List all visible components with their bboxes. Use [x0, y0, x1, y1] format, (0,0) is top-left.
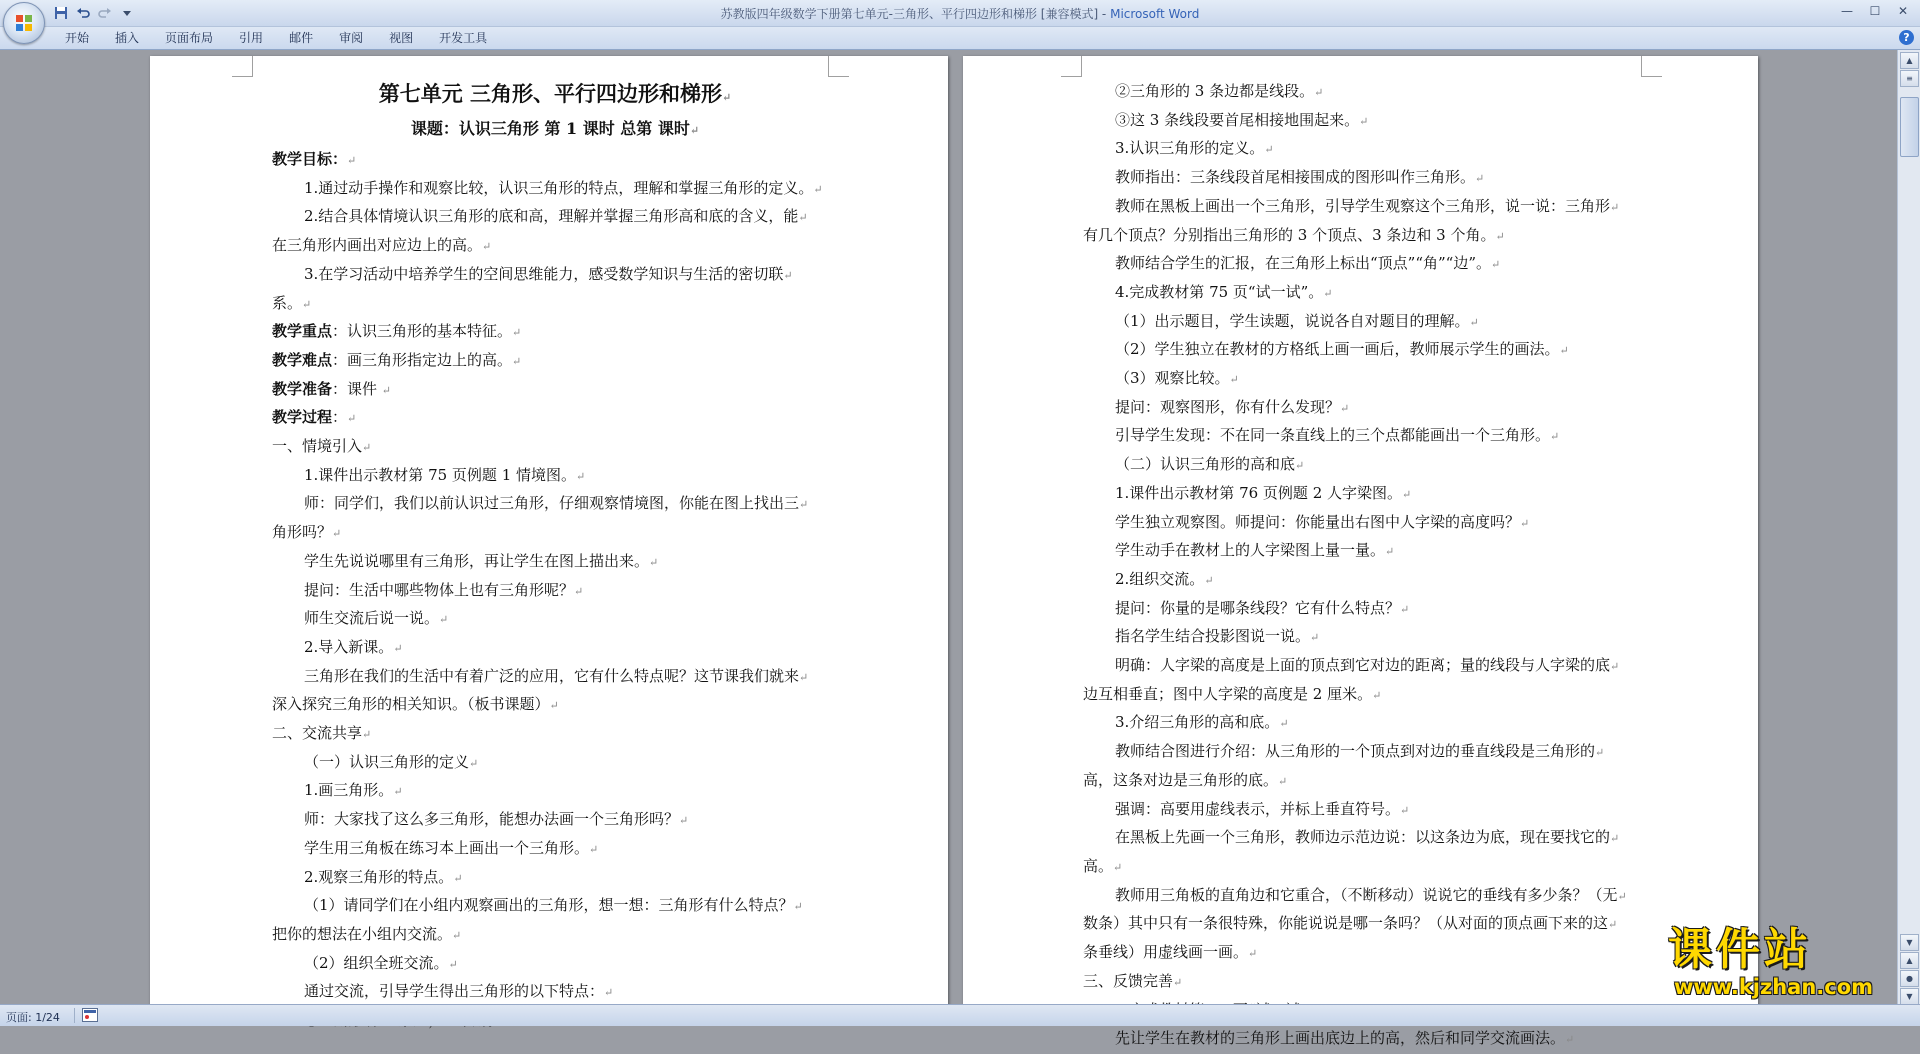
paragraph-line [272, 777, 828, 806]
paragraph-mark: ↵ [679, 814, 689, 828]
paragraph-mark: ↵ [1310, 631, 1320, 645]
help-icon[interactable]: ? [1899, 30, 1914, 45]
line-text: 教师在黑板上画出一个三角形，引导学生观察这个三角形，说一说：三角形 [1115, 196, 1611, 215]
line-text: （1）出示题目，学生读题，说说各自对题目的理解。 [1115, 311, 1470, 330]
document-heading: 第七单元 三角形、平行四边形和梯形↵ [378, 81, 732, 106]
bold-label: 教学过程 [272, 408, 333, 427]
line-text: 3.认识三角形的定义。 [1115, 139, 1265, 158]
paragraph-line [272, 318, 828, 347]
paragraph-line [1083, 451, 1639, 480]
paragraph-line [1083, 365, 1639, 394]
line-text: 1.课件出示教材第 75 页例题 1 情境图。 [304, 465, 577, 484]
paragraph-mark: ↵ [439, 613, 449, 627]
line-text: 1.课件出示教材第 76 页例题 2 人字梁图。 [1115, 483, 1403, 502]
title-bar [0, 0, 1920, 27]
paragraph-mark: ↵ [1402, 487, 1412, 501]
line-text: 2.组织交流。 [1115, 569, 1205, 588]
line-text: 学生动手在教材上的人字梁图上量一量。 [1115, 541, 1386, 560]
paragraph-mark: ↵ [1617, 889, 1627, 903]
paragraph-line [1083, 480, 1639, 509]
line-text: 2.结合具体情境认识三角形的底和高，理解并掌握三角形高和底的含义，能 [304, 207, 799, 226]
line-text: 明确：人字梁的高度是上面的顶点到它对边的距离；量的线段与人字梁的底 [1115, 656, 1611, 675]
line-text: 2.观察三角形的特点。 [304, 867, 454, 886]
document-page-2[interactable] [963, 56, 1758, 1048]
paragraph-mark: ↵ [347, 154, 357, 167]
window-title: 苏教版四年级数学下册第七单元-三角形、平行四边形和梯形 [兼容模式] - Microsoft Word [720, 7, 1200, 21]
line-text: 师生交流后说一说。 [304, 609, 440, 628]
paragraph-mark: ↵ [452, 928, 462, 942]
line-text: 3.在学习活动中培养学生的空间思维能力，感受数学知识与生活的密切联 [304, 264, 784, 283]
scroll-up-icon[interactable]: ▲ [1900, 52, 1919, 69]
paragraph-line [272, 892, 828, 921]
paragraph-line [272, 490, 828, 519]
paragraph-mark: ↵ [604, 986, 614, 1000]
paragraph-mark: ↵ [1264, 143, 1274, 157]
paragraph-mark: ↵ [1314, 86, 1324, 99]
watermark-url: www.kjzhan.com [1674, 975, 1874, 999]
next-page-icon[interactable]: ▼ [1900, 988, 1919, 1005]
paragraph-line [272, 261, 828, 290]
paragraph-line [272, 950, 828, 979]
line-text: 引导学生发现：不在同一条直线上的三个点都能画出一个三角形。 [1115, 426, 1551, 445]
paragraph-line [272, 605, 828, 634]
paragraph-mark: ↵ [1610, 200, 1620, 214]
paragraph-mark: ↵ [302, 297, 312, 311]
paragraph-mark: ↵ [1495, 229, 1505, 243]
paragraph-line [272, 691, 828, 720]
paragraph-line [1083, 135, 1639, 164]
line-text: 条垂线）用虚线画一画。 [1083, 943, 1249, 962]
paragraph-mark: ↵ [362, 728, 372, 742]
paragraph-mark: ↵ [1248, 947, 1258, 961]
paragraph-mark: ↵ [1400, 602, 1410, 616]
paragraph-line [272, 864, 828, 893]
paragraph-line [272, 347, 828, 376]
paragraph-mark: ↵ [1295, 459, 1305, 473]
paragraph-line [1083, 394, 1639, 423]
crop-mark [232, 56, 253, 77]
paragraph-line [1083, 623, 1639, 652]
paragraph-line [1083, 652, 1639, 681]
paragraph-mark: ↵ [453, 871, 463, 885]
paragraph-line [1083, 250, 1639, 279]
line-text: 三、反馈完善 [1083, 971, 1174, 990]
app-name: Microsoft Word [1110, 7, 1200, 21]
paragraph-mark: ↵ [1323, 286, 1333, 300]
ruler-toggle-icon[interactable]: ≡ [1900, 70, 1919, 87]
bold-label: 教学目标： [272, 150, 348, 168]
tab-home[interactable]: 开始 [65, 31, 90, 45]
paragraph-line [272, 577, 828, 606]
paragraph-line [272, 203, 828, 232]
paragraph-line [272, 921, 828, 950]
line-text: 通过交流，引导学生得出三角形的以下特点： [304, 982, 605, 1001]
paragraph-line [272, 978, 828, 1007]
line-text: 教师用三角板的直角边和它重合，（不断移动）说说它的垂线有多少条？（无 [1115, 885, 1618, 904]
line-text: 教师结合学生的汇报，在三角形上标出“顶点”“角”“边”。 [1115, 254, 1492, 273]
status-divider [74, 1008, 75, 1023]
line-text: （1）请同学们在小组内观察画出的三角形，想一想：三角形有什么特点？ [304, 896, 794, 915]
paragraph-mark: ↵ [549, 699, 559, 713]
paragraph-line [272, 232, 828, 261]
paragraph-line [272, 835, 828, 864]
line-text: 学生先说说哪里有三角形，再让学生在图上描出来。 [304, 551, 650, 570]
crop-mark [1641, 56, 1662, 77]
close-button[interactable]: ✕ [1897, 4, 1909, 18]
window-controls [1834, 2, 1916, 20]
paragraph-line [1083, 939, 1639, 968]
paragraph-mark: ↵ [1608, 918, 1618, 932]
ribbon-tabs [0, 27, 1920, 50]
paragraph-mark: ↵ [1491, 258, 1501, 272]
paragraph-mark: ↵ [393, 641, 403, 655]
paragraph-line [272, 548, 828, 577]
paragraph-mark: ↵ [1372, 688, 1382, 702]
line-text: 有几个顶点？分别指出三角形的 3 个顶点、3 条边和 3 个角。 [1083, 225, 1496, 244]
paragraph-line [272, 404, 828, 433]
paragraph-mark: ↵ [1278, 774, 1288, 788]
paragraph-line [272, 433, 828, 462]
watermark-title: 课件站 [1668, 924, 1812, 975]
paragraph-mark: ↵ [574, 584, 584, 598]
line-text: （2）组织全班交流。 [304, 953, 449, 972]
paragraph-mark: ↵ [783, 268, 793, 282]
paragraph-mark: ↵ [393, 785, 403, 799]
line-text: ②三角形的 3 条边都是线段。 [1115, 82, 1315, 100]
paragraph-line [1083, 882, 1639, 911]
paragraph-mark: ↵ [576, 469, 586, 483]
paragraph-line [1083, 566, 1639, 595]
crop-mark [828, 56, 849, 77]
page-2-text [1083, 78, 1639, 1054]
line-text: ：课件 [332, 379, 382, 398]
tab-page-layout[interactable]: 页面布局 [165, 31, 214, 45]
line-text: 师：同学们，我们以前认识过三角形，仔细观察情境图，你能在图上找出三 [304, 494, 800, 513]
paragraph-line [272, 175, 828, 204]
paragraph-mark: ↵ [332, 527, 342, 541]
paragraph-line [1083, 193, 1639, 222]
tab-references[interactable]: 引用 [239, 31, 264, 45]
line-text: ③这 3 条线段要首尾相接地围起来。 [1115, 110, 1360, 129]
paragraph-mark: ↵ [1113, 860, 1123, 874]
line-text: 提问：生活中哪些物体上也有三角形呢？ [304, 580, 575, 599]
vertical-scrollbar[interactable] [1897, 50, 1920, 1004]
macro-record-icon[interactable] [82, 1008, 98, 1022]
paragraph-mark: ↵ [1520, 516, 1530, 530]
paragraph-mark: ↵ [649, 555, 659, 569]
line-text: ：画三角形指定边上的高。 [332, 350, 513, 369]
paragraph-mark: ↵ [1550, 430, 1560, 444]
paragraph-mark: ↵ [1173, 975, 1183, 989]
paragraph-line [1083, 78, 1639, 107]
line-text: 高。 [1083, 856, 1114, 875]
paragraph-mark: ↵ [1610, 832, 1620, 846]
lesson-subheading: 课题：认识三角形 第 1 课时 总第 课时↵ [410, 119, 700, 138]
select-browse-object-icon[interactable]: ● [1900, 970, 1919, 987]
paragraph-line [1083, 681, 1639, 710]
paragraph-mark: ↵ [1385, 545, 1395, 559]
line-text: 二、交流共享 [272, 724, 363, 743]
paragraph-line [1083, 796, 1639, 825]
paragraph-mark: ↵ [347, 412, 357, 426]
office-button[interactable] [3, 2, 45, 44]
line-text: ：认识三角形的基本特征。 [332, 322, 513, 341]
line-text: （2）学生独立在教材的方格纸上画一画后，教师展示学生的画法。 [1115, 340, 1560, 359]
paragraph-mark: ↵ [1559, 344, 1569, 358]
paragraph-line [272, 749, 828, 778]
paragraph-mark: ↵ [798, 211, 808, 225]
paragraph-line [1083, 910, 1639, 939]
line-text: 1.画三角形。 [304, 781, 394, 800]
line-text: 师：大家找了这么多三角形，能想办法画一个三角形吗？ [304, 810, 680, 829]
maximize-button[interactable]: ☐ [1869, 4, 1881, 18]
tab-developer[interactable]: 开发工具 [439, 31, 488, 45]
paragraph-mark: ↵ [1565, 1033, 1575, 1047]
paragraph-line [1083, 509, 1639, 538]
tab-mailings[interactable]: 邮件 [289, 31, 314, 45]
scroll-down-icon[interactable]: ▼ [1900, 934, 1919, 951]
paragraph-mark: ↵ [589, 842, 599, 856]
paragraph-line [272, 634, 828, 663]
line-text: 边互相垂直；图中人字梁的高度是 2 厘米。 [1083, 684, 1373, 703]
line-text: 角形吗？ [272, 523, 333, 542]
line-text: 数条）其中只有一条很特殊，你能说说是哪一条吗？（从对面的顶点画下来的这 [1083, 914, 1609, 933]
previous-page-icon[interactable]: ▲ [1900, 952, 1919, 969]
document-page-1[interactable] [150, 56, 948, 1016]
line-text: 高，这条对边是三角形的底。 [1083, 770, 1279, 789]
paragraph-line [1083, 164, 1639, 193]
paragraph-mark: ↵ [813, 182, 823, 196]
paragraph-line [272, 376, 828, 405]
paragraph-line [1083, 279, 1639, 308]
line-text: 系。 [272, 293, 303, 312]
bold-label: 教学重点 [272, 322, 333, 341]
line-text: 提问：你量的是哪条线段？它有什么特点？ [1115, 598, 1401, 617]
paragraph-mark: ↵ [1204, 573, 1214, 587]
paragraph-mark: ↵ [512, 326, 522, 340]
line-text: 学生独立观察图。师提问：你能量出右图中人字梁的高度吗？ [1115, 512, 1521, 531]
paragraph-mark: ↵ [1229, 373, 1239, 387]
paragraph-mark: ↵ [1469, 315, 1479, 329]
line-text: 三角形在我们的生活中有着广泛的应用，它有什么特点呢？这节课我们就来 [304, 666, 800, 685]
paragraph-line [1083, 709, 1639, 738]
paragraph-line [1083, 824, 1639, 853]
line-text: 2.导入新课。 [304, 637, 394, 656]
paragraph-line [1083, 968, 1639, 997]
paragraph-line [272, 519, 828, 548]
line-text: （一）认识三角形的定义 [304, 752, 470, 771]
tab-view[interactable]: 视图 [389, 31, 414, 45]
tab-review[interactable]: 审阅 [339, 31, 364, 45]
page-indicator[interactable]: 页面: 1/24 [6, 1011, 60, 1024]
crop-mark [1061, 56, 1082, 77]
line-text: 把你的想法在小组内交流。 [272, 924, 453, 943]
bold-label: 教学难点 [272, 350, 333, 369]
line-text: 在三角形内画出对应边上的高。 [272, 236, 483, 255]
status-bar [0, 1004, 1920, 1026]
paragraph-line [272, 806, 828, 835]
paragraph-line [1083, 1025, 1639, 1054]
line-text: 先让学生在教材的三角形上画出底边上的高，然后和同学交流画法。 [1115, 1029, 1566, 1048]
minimize-button[interactable]: — [1841, 4, 1853, 18]
paragraph-mark: ↵ [1595, 746, 1605, 760]
page-1-text [272, 78, 828, 1036]
line-text: （3）观察比较。 [1115, 369, 1230, 388]
paragraph-line [1083, 107, 1639, 136]
line-text: （二）认识三角形的高和底 [1115, 455, 1296, 474]
line-text: 1.通过动手操作和观察比较，认识三角形的特点，理解和掌握三角形的定义。 [304, 178, 814, 197]
line-text: 深入探究三角形的相关知识。（板书课题） [272, 695, 550, 714]
paragraph-line [272, 290, 828, 319]
paragraph-line [272, 146, 828, 175]
paragraph-mark: ↵ [1359, 114, 1369, 128]
paragraph-line [1083, 853, 1639, 882]
watermark-logo [1668, 925, 1904, 1005]
paragraph-line [1083, 738, 1639, 767]
line-text: 教师指出：三条线段首尾相接围成的图形叫作三角形。 [1115, 168, 1476, 187]
paragraph-line [1083, 308, 1639, 337]
line-text: 4.完成教材第 75 页“试一试”。 [1115, 282, 1324, 301]
line-text: 强调：高要用虚线表示，并标上垂直符号。 [1115, 799, 1401, 818]
paragraph-line [1083, 336, 1639, 365]
paragraph-line [272, 663, 828, 692]
paragraph-mark: ↵ [793, 900, 803, 914]
paragraph-mark: ↵ [1475, 172, 1485, 186]
paragraph-mark: ↵ [448, 957, 458, 971]
paragraph-line [1083, 767, 1639, 796]
line-text: 3.介绍三角形的高和底。 [1115, 713, 1280, 732]
paragraph-mark: ↵ [512, 354, 522, 368]
paragraph-line [272, 462, 828, 491]
line-text: ： [332, 408, 348, 427]
paragraph-mark: ↵ [469, 756, 479, 770]
paragraph-mark: ↵ [1340, 401, 1350, 415]
paragraph-line [1083, 537, 1639, 566]
paragraph-mark: ↵ [362, 441, 372, 455]
paragraph-mark: ↵ [1279, 717, 1289, 731]
line-text: 提问：观察图形，你有什么发现？ [1115, 397, 1341, 416]
paragraph-mark: ↵ [1400, 803, 1410, 817]
scroll-thumb[interactable] [1900, 97, 1919, 157]
paragraph-line [1083, 222, 1639, 251]
line-text: 教师结合图进行介绍：从三角形的一个顶点到对边的垂直线段是三角形的 [1115, 742, 1596, 761]
paragraph-mark: ↵ [799, 498, 809, 512]
line-text: 在黑板上先画一个三角形，教师边示范边说：以这条边为底，现在要找它的 [1115, 828, 1611, 847]
office-logo-icon [15, 14, 33, 32]
paragraph-line [1083, 422, 1639, 451]
line-text: 学生用三角板在练习本上画出一个三角形。 [304, 838, 590, 857]
paragraph-line [272, 720, 828, 749]
paragraph-mark: ↵ [482, 240, 492, 254]
line-text: 指名学生结合投影图说一说。 [1115, 627, 1311, 646]
bold-label: 教学准备 [272, 379, 333, 398]
paragraph-mark: ↵ [381, 383, 392, 397]
paragraph-mark: ↵ [799, 670, 809, 684]
paragraph-line [1083, 595, 1639, 624]
paragraph-mark: ↵ [1610, 660, 1620, 674]
tab-insert[interactable]: 插入 [115, 31, 140, 45]
line-text: 一、情境引入 [272, 437, 363, 456]
